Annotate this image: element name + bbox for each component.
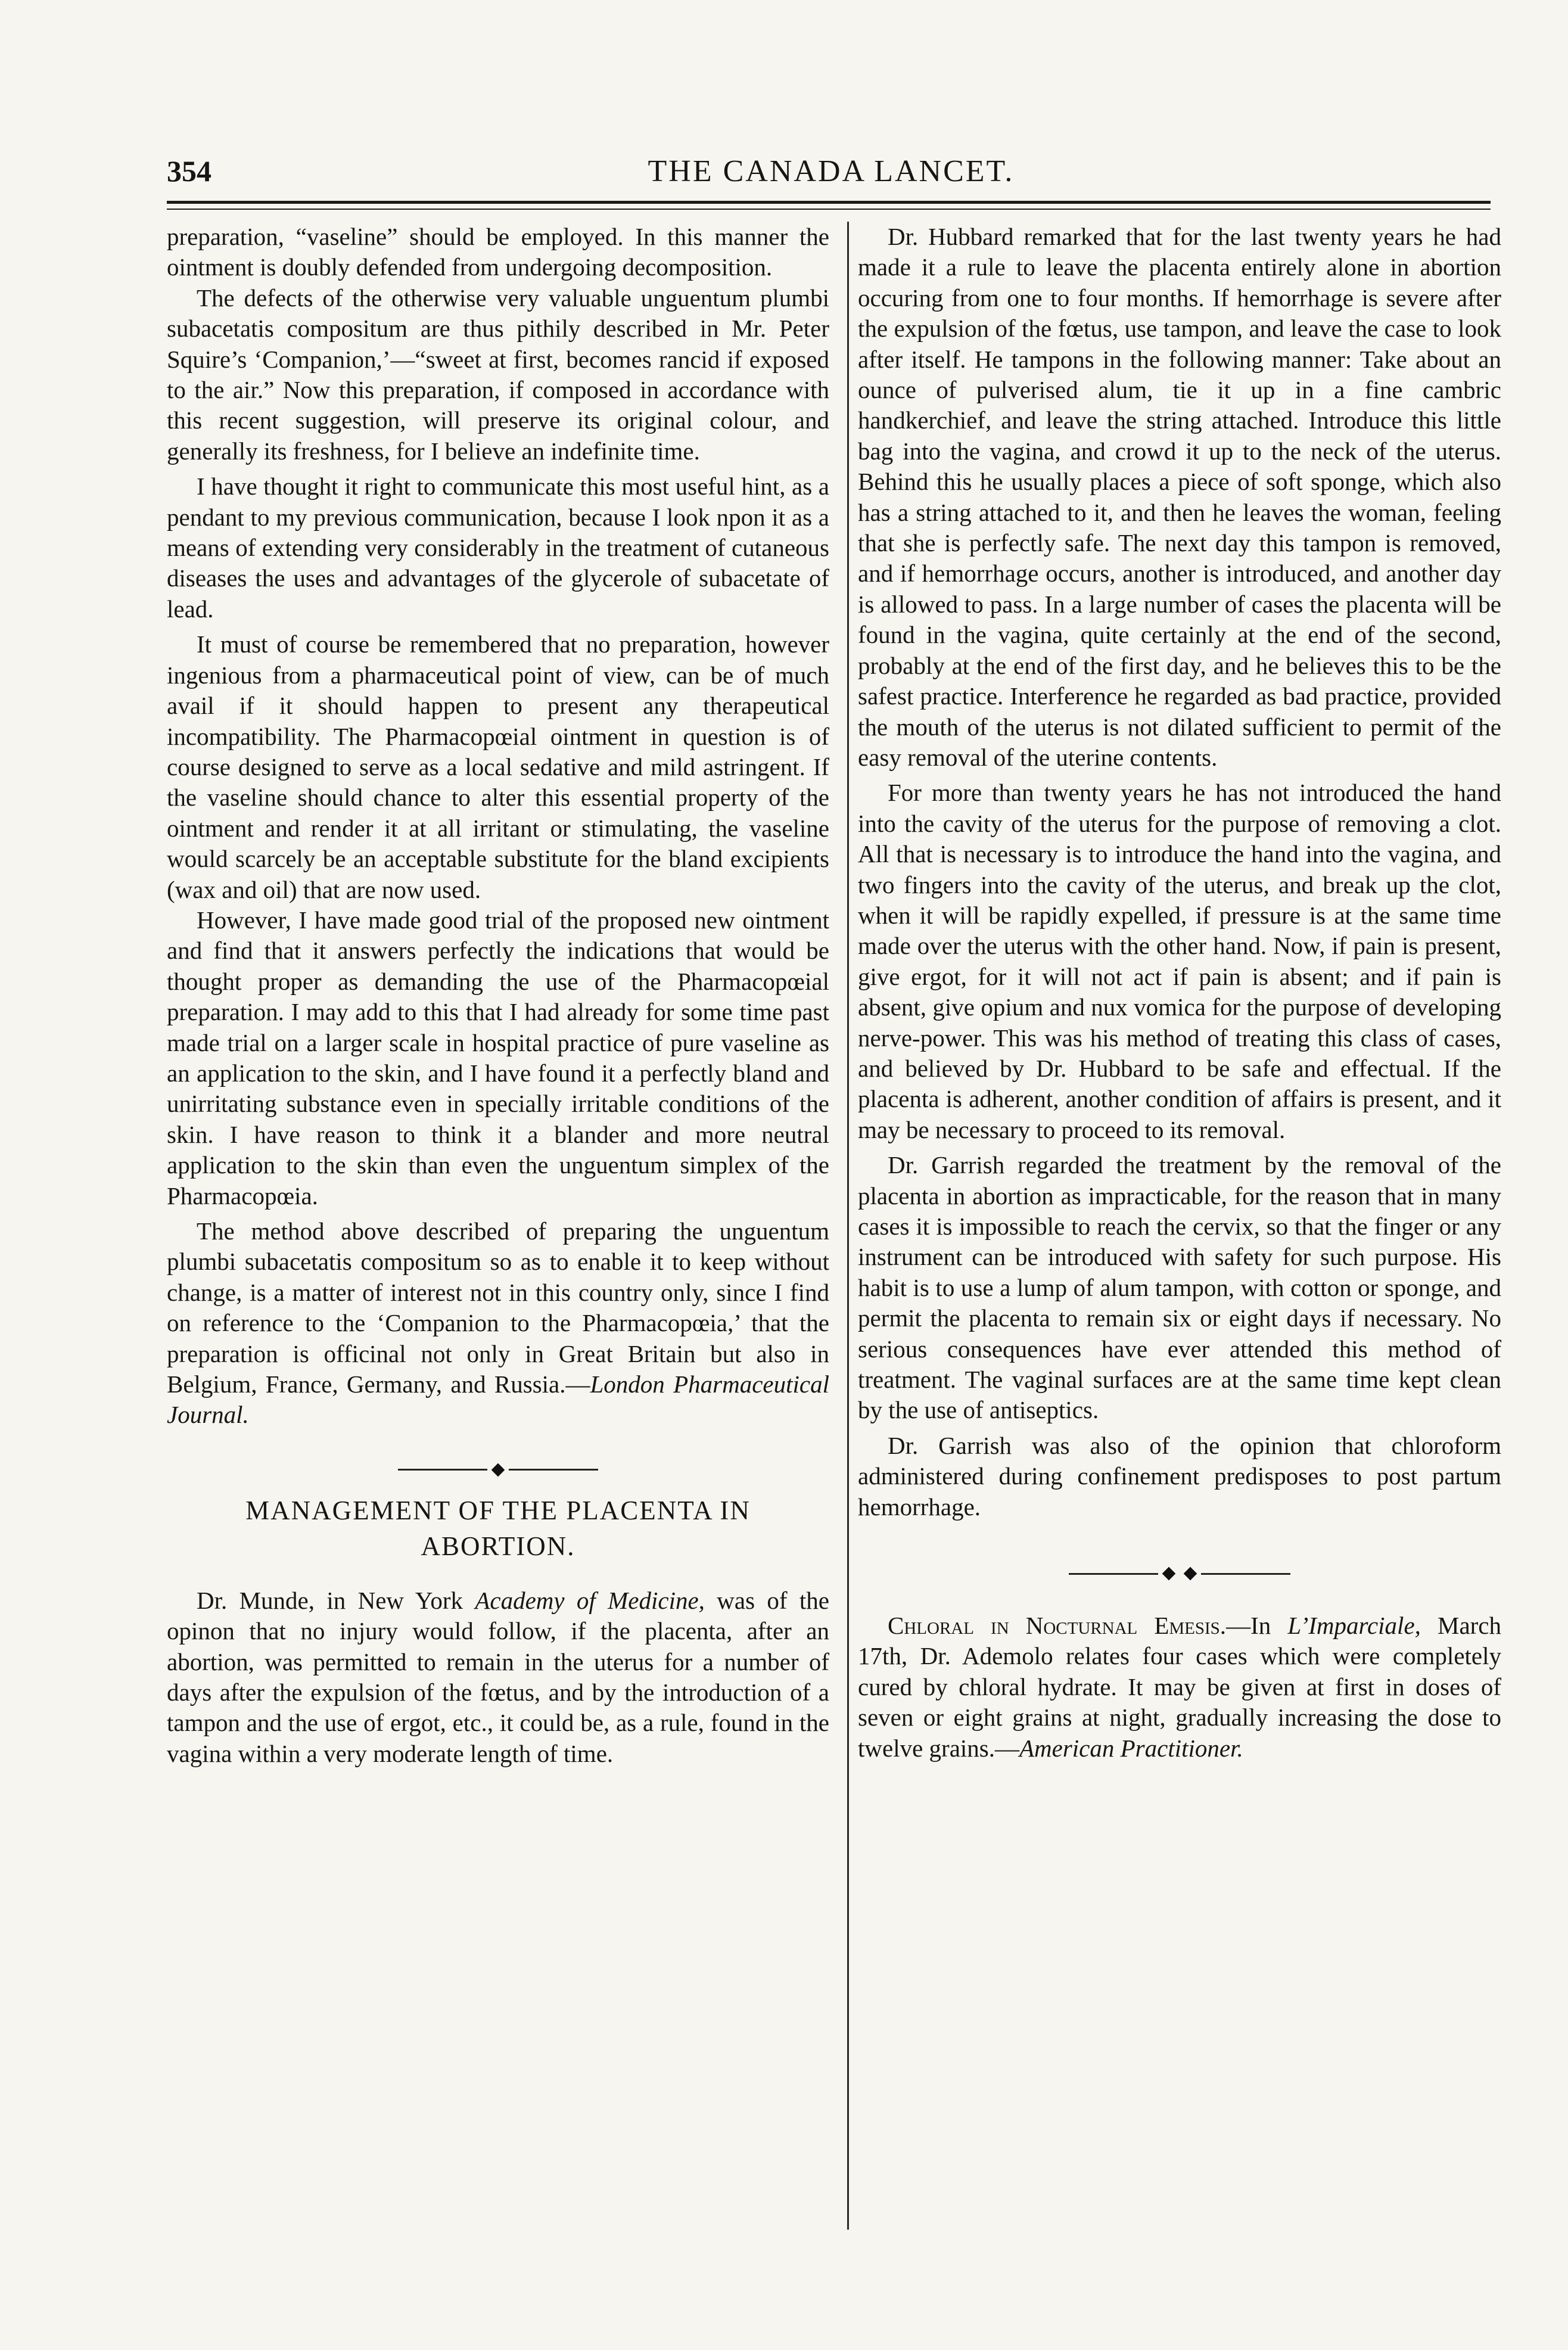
paragraph-text: Dr. Munde, in New York [197, 1586, 475, 1614]
paragraph: It must of course be remembered that no preparation, however ingenious from a pharmaceutical point of view, can be of much avail if it should happen to present any therapeutical incompatibility. The Pharmacopœial ointment in question is of course designed to serve as a local sedative and mild astringent. If the vaseline should chance to alter this essential property of the ointment and render it at all irritant or stimulating, the vaseline would scarcely be an acceptable substitute for the bland excipients (wax and oil) that are now used. [167, 630, 829, 903]
header-rule [167, 201, 1491, 204]
paragraph-gap [858, 1145, 1501, 1150]
paragraph: Dr. Garrish regarded the treatment by the removal of the placenta in abortion as impracticable, for the reason that in many cases it is impossible to reach the cervix, so that the finger or any instrument can be introduced with safety for such purpose. His habit is to use a lump of alum tampon, with cotton or sponge, and permit the placenta to remain six or eight days if necessary. No serious consequences have ever attended this method of treatment. The vaginal surfaces are at the same time kept clean by the use of antiseptics. [858, 1151, 1501, 1424]
paragraph: For more than twenty years he has not introduced the hand into the cavity of the uterus for the purpose of removing a clot. All that is necessary is to introduce the hand into the vagina, and two fingers into the cavity of the uterus, and break up the clot, when it will be rapidly expelled, if pressure is at the same time made over the uterus with the other hand. Now, if pain is present, give ergot, for it will not act if pain is absent; and if pain is absent, give opium and nux vomica for the purpose of developing nerve-power. This was his method of treating this class of cases, and believed by Dr. Hubbard to be safe and effectual. If the placenta is adherent, another condition of affairs is present, and it may be necessary to proceed to its removal. [858, 779, 1501, 1143]
ornament-line [1069, 1573, 1158, 1575]
ornament-diamond [1184, 1567, 1197, 1581]
paragraph-text: —In [1226, 1612, 1288, 1640]
paragraph: The defects of the otherwise very valuable unguentum plumbi subacetatis compositum are thus pithily described in Mr. Peter Squire’s ‘Companion,’—“sweet at first, becomes rancid if exposed to the air.” Now this preparation, if composed in accordance with this recent suggestion, will preserve its original colour, and generally its freshness, for I believe an indefinite time. [167, 284, 829, 465]
paragraph-gap [167, 624, 829, 629]
paragraph-gap [167, 467, 829, 471]
paragraph-gap [167, 1211, 829, 1216]
section-ornament [167, 1454, 829, 1485]
paragraph: Dr. Hubbard remarked that for the last twenty years he had made it a rule to leave the placenta entirely alone in abortion occuring from one to four months. If hemorrhage is severe after the expulsion of the fœtus, use tampon, and leave the case to look after itself. He tampons in the following manner: Take about an ounce of pulverised alum, tie it up in a fine cambric handkerchief, and leave the string attached. Introduce this little bag into the vagina, and crowd it up to the neck of the uterus. Behind this he usually places a piece of soft sponge, which also has a string attached to it, and then he leaves the woman, feeling that she is perfectly safe. The next day this tampon is removed, and if hemorrhage occurs, another is introduced, and another day is allowed to pass. In a large number of cases the placenta will be found in the vagina, quite certainly at the end of the second, probably at the end of the first day, and he believes this to be the safest practice. Interference he regarded as bad practice, provided the mouth of the uterus is not dilated sufficient to permit of the easy removal of the uterine contents. [858, 223, 1501, 771]
ornament-diamond [1162, 1567, 1176, 1581]
journal-name: L’Imparciale, [1287, 1612, 1421, 1640]
source-citation: London Pharmaceutical Journal. [167, 1370, 829, 1429]
column-divider [847, 222, 849, 2230]
paragraph-text: March 17th, Dr. Ademolo relates four cases which were completely cured by chloral hydrate. It may be given at first in doses of seven or eight grains at night, gradually increasing the dose to twelve grains.— [858, 1612, 1501, 1762]
page-number: 354 [167, 154, 211, 188]
institution-name: Academy of Medicine, [475, 1586, 705, 1614]
paragraph: I have thought it right to communicate this most useful hint, as a pendant to my previous communication, because I look npon it as a means of extending very considerably in the treatment of cutaneous diseases the uses and advantages of the glycerole of subacetate of lead. [167, 473, 829, 623]
ornament-line [398, 1469, 487, 1471]
ornament-line [1201, 1573, 1290, 1575]
article-heading: Chloral in Nocturnal Emesis. [888, 1612, 1227, 1640]
paragraph [167, 1216, 829, 1431]
paragraph-text: The method above described of preparing the unguentum plumbi subacetatis compositum so as to enable it to keep without change, is a matter of interest not in this country only, since I find on reference to the ‘Companion to the Pharmacopœia,’ that the preparation is officinal not only in Great Britain but also in Belgium, France, Germany, and Russia.— [167, 1217, 829, 1398]
ornament-line [509, 1469, 598, 1471]
paragraph-gap [858, 1426, 1501, 1431]
ornament-diamond [491, 1463, 505, 1477]
paragraph-text: was of the opinon that no injury would follow, if the placenta, after an abortion, was permitted to remain in the uterus for a number of days after the expulsion of the fœtus, and by the introduction of a tampon and the use of ergot, etc., it could be, as a rule, found in the vagina within a very moderate length of time. [167, 1586, 829, 1767]
left-column [167, 222, 829, 1769]
page-header [167, 154, 1495, 195]
section-ornament [858, 1558, 1501, 1589]
right-column [858, 222, 1501, 1764]
paragraph [167, 1586, 829, 1769]
running-title: THE CANADA LANCET. [648, 154, 1015, 188]
section-title: MANAGEMENT OF THE PLACENTA IN ABORTION. [245, 1495, 751, 1561]
paragraph: However, I have made good trial of the proposed new ointment and find that it answers perfectly the indications that would be thought proper as demanding the use of the Pharmacopœial preparation. I may add to this that I had already for some time past made trial on a larger scale in hospital practice of pure vaseline as an application to the skin, and I have found it a perfectly bland and unirritating substance even in specially irritable conditions of the skin. I have reason to think it a blander and more neutral application to the skin than even the unguentum simplex of the Pharmacopœia. [167, 906, 829, 1210]
source-citation: American Practitioner. [1019, 1734, 1243, 1762]
paragraph: preparation, “vaseline” should be employed. In this manner the ointment is doubly defended from undergoing decomposition. [167, 223, 829, 281]
paragraph [858, 1611, 1501, 1764]
paragraph: Dr. Garrish was also of the opinion that chloroform administered during confinement predisposes to post partum hemorrhage. [858, 1431, 1501, 1521]
header-rule-thin [167, 209, 1491, 210]
paragraph-gap [858, 773, 1501, 778]
